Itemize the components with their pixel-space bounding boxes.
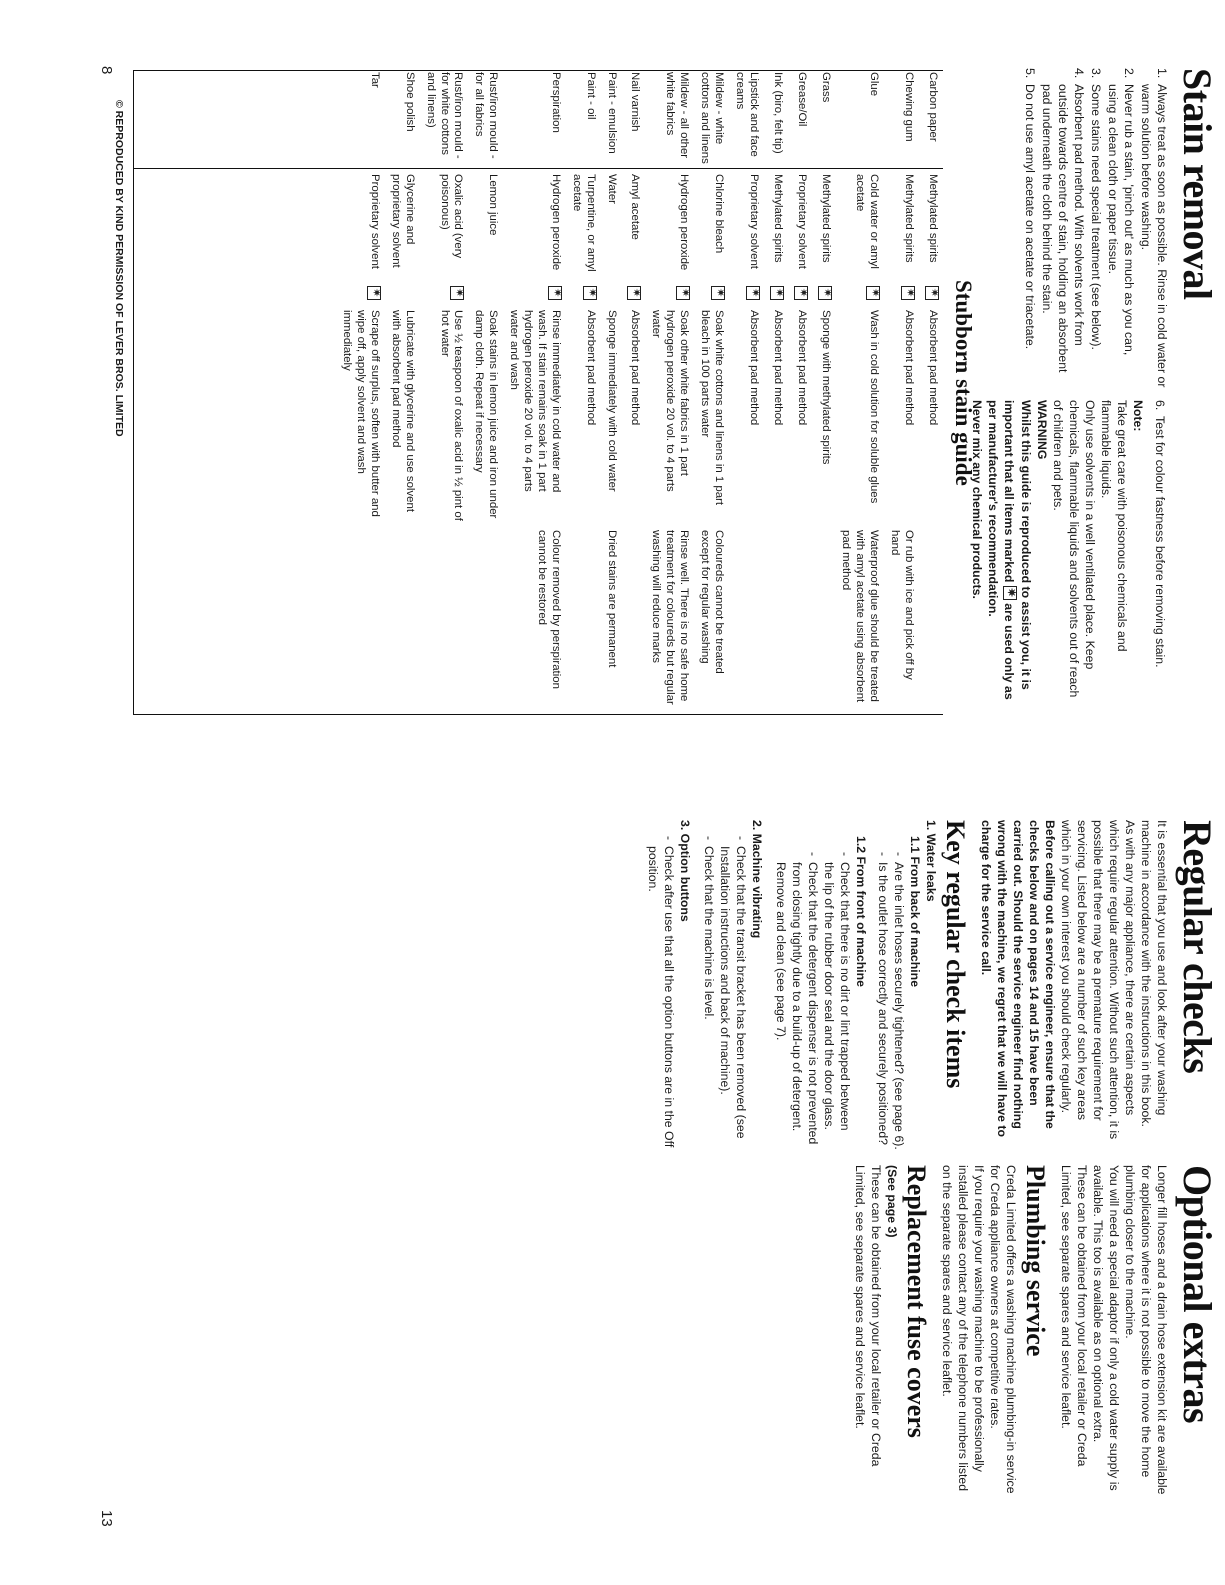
notes-cell	[767, 530, 784, 706]
hazard-cell	[887, 286, 915, 310]
hazard-icon	[770, 286, 784, 300]
hazard-cell	[339, 286, 381, 310]
table-row	[604, 72, 618, 712]
hazard-icon	[925, 286, 939, 300]
treatment-cell: Methylated spirits	[903, 174, 916, 263]
stain-notes-column	[968, 400, 1167, 710]
method-cell: Absorbent pad method	[747, 310, 760, 426]
table-row	[839, 72, 881, 712]
notes-cell	[922, 530, 939, 706]
table-row	[506, 72, 562, 712]
treatment-cell: Hydrogen peroxide	[549, 174, 562, 271]
back-machine-heading: 1.1 From back of machine	[907, 836, 922, 988]
table-row	[887, 72, 915, 712]
hazard-cell	[604, 286, 618, 310]
hazard-icon	[794, 286, 808, 300]
stain-cell: Paint - emulsion	[605, 72, 618, 154]
hazard-cell	[697, 286, 725, 310]
hazard-cell	[839, 286, 881, 310]
notes-cell: Coloureds cannot be treated except for regular washing	[699, 530, 726, 674]
key-check-title: Key regular check items	[941, 820, 971, 1089]
hazard-cell	[625, 286, 642, 310]
notes-cell: Waterproof glue should be treated with amyl acetate using absorbent pad method	[840, 530, 881, 703]
water-leaks-heading: 1. Water leaks	[923, 820, 938, 902]
treatment-cell: Water	[605, 174, 618, 204]
option-buttons-heading: 3. Option buttons	[678, 820, 693, 922]
stain-cell: Chewing gum	[903, 72, 916, 142]
stain-cell: Carbon paper	[927, 72, 939, 142]
table-row	[767, 72, 784, 712]
list-item: - Check that the transit bracket has been removed (see Installation instructions and back of machine).	[718, 836, 749, 1139]
plumbing-paragraph-1: Creda Limited offers a washing machine plumbing-in service for Creda appliance owners at competitive rates.	[987, 1165, 1018, 1494]
hazard-icon	[818, 286, 832, 300]
table-row	[388, 72, 416, 712]
hazard-icon	[628, 286, 642, 300]
hazard-cell	[471, 286, 499, 310]
vibrating-heading: 2. Machine vibrating	[750, 820, 765, 939]
stain-intro-column	[1020, 68, 1220, 388]
treatment-cell: Cold water or amyl acetate	[854, 174, 881, 269]
table-row	[697, 72, 725, 712]
note-text: Take great care with poisonous chemicals and flammable liquids.	[1099, 400, 1130, 652]
treatment-cell: Chlorine bleach	[713, 174, 726, 254]
method-cell: Sponge with methylated spirits	[819, 310, 832, 465]
list-item: 2. Never rub a stain, 'pinch out' as much as you can, using a clean cloth or paper tissue.	[1106, 68, 1137, 356]
stubborn-guide-title: Stubborn stain guide	[951, 280, 976, 486]
method-cell: Soak other white fabrics in 1 part hydrogen peroxide 20 vol. to 4 parts water	[650, 310, 691, 492]
list-item: 3. Some stains need special treatment (see below).	[1089, 68, 1104, 350]
treatment-cell: Oxalic acid (very poisonous)	[438, 174, 465, 259]
stain-cell: Glue	[868, 72, 881, 97]
list-item: 6. Test for colour fastness before removing stain.	[1153, 400, 1167, 668]
method-cell: Absorbent pad method	[795, 310, 808, 426]
table-row	[815, 72, 832, 712]
stain-cell: Mildew - all other white fabrics	[664, 72, 691, 159]
fuse-covers-paragraph: These can be obtained from your local retailer or Creda Limited, see separate spares and service leaflet.	[852, 1165, 883, 1467]
notes-cell	[625, 530, 642, 706]
stain-cell: Shoe polish	[403, 72, 416, 132]
page-number-right: 13	[98, 1510, 115, 1527]
hazard-cell	[732, 286, 760, 310]
table-row	[922, 72, 939, 712]
notes-cell: Colour removed by perspiration cannot be restored	[535, 530, 562, 689]
table-row	[423, 72, 465, 712]
plumbing-title: Plumbing service	[1021, 1165, 1051, 1357]
stain-rules-list	[1021, 68, 1169, 388]
method-cell: Soak stains in lemon juice and iron under damp cloth. Repeat if necessary	[473, 310, 500, 519]
method-cell: Use ½ teaspoon of oxalic acid in ½ pint of hot water	[438, 310, 465, 521]
list-item: - Check that there is no dirt or lint trapped between the lip of the rubber door seal and the door glass.	[821, 852, 852, 1131]
list-item: - Check that the machine is level.	[702, 836, 717, 1020]
method-cell: Absorbent pad method	[771, 310, 784, 426]
regular-paragraph-2: As with any major appliance, there are certain aspects which require regular attention. Without such attention, it is possible that there may be a premature requirement for servicing. Listed below are a number of such key areas which in your own interest you should check regularly.	[1059, 820, 1138, 1140]
regular-checks-title: Regular checks	[1175, 820, 1220, 1074]
notes-cell	[791, 530, 808, 706]
hazard-cell	[922, 286, 939, 310]
method-cell: Lubricate with glycerine and use solvent with absorbent pad method	[389, 310, 416, 512]
hazard-cell	[423, 286, 465, 310]
stain-cell: Grass	[819, 72, 832, 103]
notes-cell	[569, 530, 597, 706]
notes-cell	[471, 530, 499, 706]
list-item: - Check that the detergent dispenser is not prevented from closing tightly due to a build-up of detergent. Remove and clean (see page 7).	[774, 852, 820, 1145]
method-cell: Rinse immediately in cold water and wash. If stain remains soak in 1 part hydrogen peroxide 20 vol. to 4 parts water and wash	[508, 310, 562, 493]
stain-removal-title: Stain removal	[1175, 68, 1220, 300]
method-cell: Soak white cottons and linens in 1 part bleach in 100 parts water	[699, 310, 726, 506]
regular-paragraph-3: Before calling out a service engineer, ensure that the checks below and on pages 14 and 15 have been carried out. Should the service engineer find nothing wrong with the machine, we regret that we will have to charge for the service call.	[979, 820, 1058, 1138]
hazard-icon	[583, 286, 597, 300]
treatment-cell: Methylated spirits	[771, 174, 784, 263]
list-item: - Are the inlet hoses securely tightened? (see page 6).	[891, 852, 906, 1150]
hazard-cell	[767, 286, 784, 310]
list-item: - Is the outlet hose correctly and securely positioned?	[875, 852, 890, 1145]
treatment-cell: Lemon juice	[487, 174, 500, 236]
hazard-icon	[1003, 586, 1017, 600]
treatment-cell: Amyl acetate	[629, 174, 642, 240]
treatment-cell: Proprietary solvent	[368, 174, 381, 269]
treatment-cell: Hydrogen peroxide	[678, 174, 691, 271]
regular-paragraph-1: It is essential that you use and look after your washing machine in accordance with the instructions in this book.	[1139, 820, 1169, 1127]
stain-cell: Lipstick and face creams	[733, 72, 760, 157]
table-row	[569, 72, 597, 712]
stain-cell: Tar	[368, 72, 381, 88]
method-cell: Absorbent pad method	[927, 310, 939, 426]
list-item: - Check after use that all the option buttons are in the Off position.	[646, 836, 677, 1148]
hazard-icon	[548, 286, 562, 300]
hazard-cell	[388, 286, 416, 310]
notes-cell: Or rub with ice and pick off by hand	[889, 530, 916, 680]
fuse-covers-subheading: (See page 3)	[884, 1165, 899, 1238]
treatment-cell: Methylated spirits	[927, 174, 939, 263]
hazard-icon	[711, 286, 725, 300]
fuse-covers-title: Replacement fuse covers	[901, 1165, 931, 1438]
notes-cell	[388, 530, 416, 706]
warning-text: Whilst this guide is reproduced to assist you, it is important that all items marked ✷ are used only as per manufacturer's recommendation.	[984, 400, 1033, 710]
notes-cell: Dried stains are permanent	[605, 530, 618, 668]
list-item: 1. Always treat as soon as possible. Rinse in cold water or warm solution before washing.	[1139, 68, 1169, 388]
table-row	[339, 72, 381, 712]
stain-cell: Grease/Oil	[795, 72, 808, 127]
list-item: 5. Do not use amyl acetate on acetate or triacetate.	[1023, 68, 1038, 350]
regular-checks-column	[644, 820, 1220, 1150]
table-row	[471, 72, 499, 712]
optional-paragraph-3: These can be obtained from your local retailer or Creda Limited, see separate spares and service leaflet.	[1059, 1165, 1090, 1467]
method-cell: Wash in cold solution for soluble glues	[868, 310, 881, 504]
stain-cell: Nail varnish	[629, 72, 642, 132]
treatment-cell: Proprietary solvent	[795, 174, 808, 269]
page-number-left: 8	[98, 66, 115, 75]
optional-extras-title: Optional extras	[1175, 1165, 1220, 1424]
hazard-cell	[569, 286, 597, 310]
table-row	[732, 72, 760, 712]
method-cell: Scrape off surplus, soften with butter and wipe off, apply solvent and wash immediately	[341, 310, 381, 517]
hazard-icon	[367, 286, 381, 300]
stain-cell: Rust/iron mould - for white cottons and linens)	[424, 72, 465, 159]
treatment-cell: Glycerine and proprietary solvent	[389, 174, 416, 268]
optional-paragraph-2: You will need a special adaptor if only a cold water supply is available. This too is available as on optional extra.	[1091, 1165, 1122, 1491]
notes-cell: Rinse well. There is no safe home treatment for coloureds but regular washing will reduce marks	[650, 530, 691, 705]
table-row	[791, 72, 808, 712]
optional-paragraph-1: Longer fill hoses and a drain hose extension kit are available for applications where it is not possible to move the home plumbing closer to the machine.	[1123, 1165, 1169, 1495]
treatment-cell: Proprietary solvent	[747, 174, 760, 269]
front-machine-heading: 1.2 From front of machine	[853, 836, 868, 987]
warning-heading: WARNING	[1035, 400, 1050, 460]
table-row	[625, 72, 642, 712]
stain-cell: Ink (biro, felt tip)	[771, 72, 784, 154]
hazard-cell	[791, 286, 808, 310]
stain-cell: Rust/iron mould - for all fabrics	[473, 72, 500, 159]
note-heading: Note:	[1131, 400, 1146, 432]
treatment-cell: Turpentine, or amyl acetate	[570, 174, 597, 272]
treatment-cell: Methylated spirits	[819, 174, 832, 263]
stain-table	[332, 72, 939, 712]
method-cell: Absorbent pad method	[629, 310, 642, 426]
plumbing-paragraph-2: If you require your washing machine to be professionally installed please contact any of the telephone numbers listed on the separate spares and service leaflet.	[939, 1165, 986, 1492]
notes-cell	[815, 530, 832, 706]
hazard-icon	[450, 286, 464, 300]
hazard-cell	[649, 286, 691, 310]
hazard-icon	[676, 286, 690, 300]
stain-cell: Paint - oil	[584, 72, 597, 120]
optional-extras-column	[851, 1165, 1220, 1500]
hazard-icon	[901, 286, 915, 300]
stain-cell: Perspiration	[549, 72, 562, 133]
hazard-icon	[746, 286, 760, 300]
method-cell: Absorbent pad method	[903, 310, 916, 426]
copyright-line: © REPRODUCED BY KIND PERMISSION OF LEVER BROS. LIMITED	[113, 100, 125, 437]
hazard-cell	[506, 286, 562, 310]
notes-cell	[732, 530, 760, 706]
hazard-cell	[815, 286, 832, 310]
note-text-2: Only use solvents in a well ventilated place. Keep chemicals, flammable liquids and solvents out of reach of children and pets.	[1051, 400, 1098, 698]
method-cell: Sponge immediately with cold water	[605, 310, 618, 492]
warning-never-mix: Never mix any chemical products.	[970, 400, 985, 599]
stain-cell: Mildew - white cottons and linens	[699, 72, 726, 164]
table-row	[649, 72, 691, 712]
notes-cell	[339, 530, 381, 706]
hazard-icon	[866, 286, 880, 300]
method-cell: Absorbent pad method	[584, 310, 597, 426]
notes-cell	[423, 530, 465, 706]
list-item: 4. Absorbent pad method. With solvents work from outside towards centre of stain, holding an absorbent pad underneath the cloth behind the stain.	[1040, 68, 1087, 373]
